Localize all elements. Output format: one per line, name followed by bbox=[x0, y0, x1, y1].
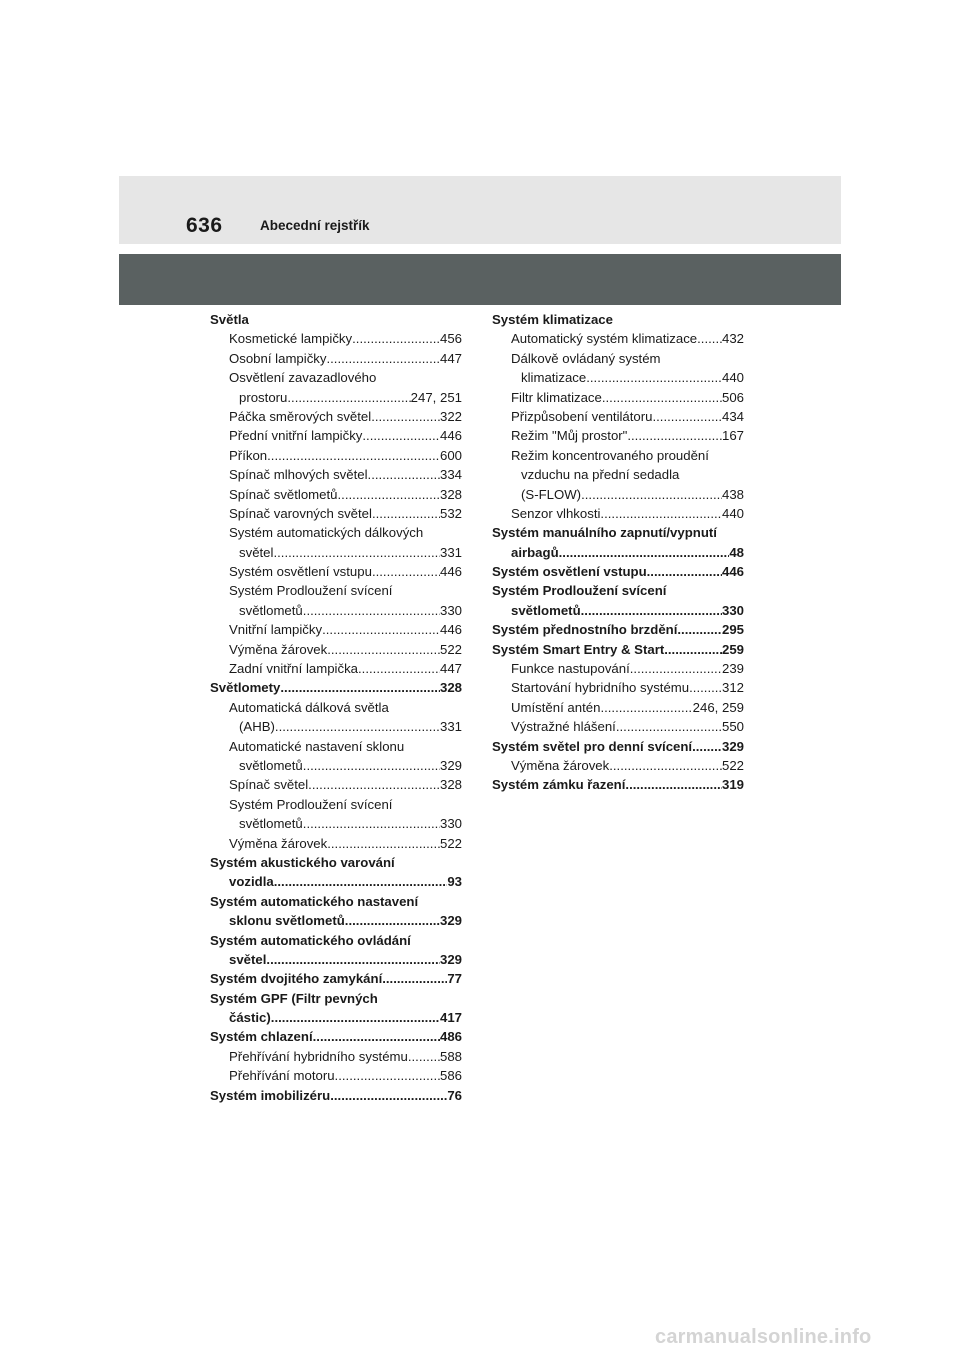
dot-leader bbox=[267, 446, 440, 465]
index-entry bbox=[210, 678, 462, 697]
index-entry-page: 93 bbox=[447, 874, 462, 890]
index-entry bbox=[210, 485, 462, 504]
index-entry-page: 446 bbox=[439, 428, 462, 444]
index-entry-page: 440 bbox=[721, 370, 744, 386]
dot-leader bbox=[352, 329, 440, 348]
index-entry-label: airbagů bbox=[511, 544, 559, 560]
index-entry-page: 446 bbox=[721, 564, 744, 580]
index-entry-page: 167 bbox=[721, 428, 744, 444]
dot-leader bbox=[275, 717, 440, 736]
index-entry-page: 328 bbox=[439, 680, 462, 696]
index-entry bbox=[210, 969, 462, 988]
dot-leader bbox=[345, 911, 440, 930]
dot-leader bbox=[273, 543, 440, 562]
dot-leader bbox=[677, 620, 722, 639]
index-entry-label: Výměna žárovek bbox=[229, 641, 328, 657]
index-entry-label: Spínač varovných světel bbox=[229, 505, 372, 521]
index-entry bbox=[492, 465, 744, 484]
index-entry bbox=[210, 1047, 462, 1066]
index-entry-page: 432 bbox=[721, 331, 744, 347]
watermark: carmanualsonline.info bbox=[655, 1326, 872, 1348]
dot-leader bbox=[274, 872, 448, 891]
index-entry-label: Systém Smart Entry & Start bbox=[492, 641, 665, 657]
index-entry-label: Systém imobilizéru bbox=[210, 1087, 331, 1103]
index-entry-label: Systém automatického ovládání bbox=[210, 932, 411, 948]
index-entry bbox=[210, 640, 462, 659]
index-entry-label: světel bbox=[239, 544, 274, 560]
index-entry bbox=[210, 349, 462, 368]
index-entry bbox=[210, 388, 462, 407]
index-entry bbox=[210, 446, 462, 465]
dot-leader bbox=[586, 368, 722, 387]
index-entry-page: 259 bbox=[721, 641, 744, 657]
index-entry bbox=[210, 407, 462, 426]
index-entry bbox=[210, 562, 462, 581]
index-entry-label: Vnitřní lampičky bbox=[229, 622, 323, 638]
dot-leader bbox=[303, 814, 440, 833]
index-entry-page: 586 bbox=[439, 1068, 462, 1084]
index-entry bbox=[492, 678, 744, 697]
index-entry-label: Osobní lampičky bbox=[229, 350, 327, 366]
index-entry-label: Umístění antén bbox=[511, 699, 601, 715]
index-entry bbox=[210, 853, 462, 872]
dot-leader bbox=[372, 504, 440, 523]
index-entry bbox=[492, 717, 744, 736]
index-entry bbox=[210, 911, 462, 930]
index-entry bbox=[210, 737, 462, 756]
index-column-right bbox=[492, 310, 744, 795]
index-entry-label: Systém Prodloužení svícení bbox=[229, 796, 393, 812]
index-entry-page: 331 bbox=[439, 719, 462, 735]
index-entry bbox=[492, 329, 744, 348]
index-entry-label: Funkce nastupování bbox=[511, 661, 630, 677]
index-entry-label: světlometů bbox=[239, 816, 303, 832]
index-entry-label: Dálkově ovládaný systém bbox=[511, 350, 661, 366]
index-entry bbox=[210, 504, 462, 523]
index-entry-label: Osvětlení zavazadlového bbox=[229, 370, 377, 386]
dot-leader bbox=[338, 485, 440, 504]
dot-leader bbox=[271, 1008, 440, 1027]
index-entry-label: Systém světel pro denní svícení bbox=[492, 738, 693, 754]
index-entry bbox=[492, 756, 744, 775]
index-entry bbox=[492, 775, 744, 794]
index-entry bbox=[492, 737, 744, 756]
index-entry-label: světlometů bbox=[511, 602, 581, 618]
dot-leader bbox=[313, 1027, 440, 1046]
dot-leader bbox=[303, 601, 440, 620]
index-entry-label: Systém akustického varování bbox=[210, 854, 395, 870]
index-entry-page: 322 bbox=[439, 408, 462, 424]
section-tab-band bbox=[119, 254, 841, 305]
index-entry bbox=[210, 523, 462, 542]
index-entry bbox=[210, 581, 462, 600]
dot-leader bbox=[368, 465, 440, 484]
dot-leader bbox=[280, 678, 440, 697]
index-entry bbox=[210, 872, 462, 891]
index-entry-label: sklonu světlometů bbox=[229, 913, 345, 929]
index-entry bbox=[210, 775, 462, 794]
index-entry-label: Startování hybridního systému bbox=[511, 680, 690, 696]
index-entry-page: 239 bbox=[721, 661, 744, 677]
index-entry-page: 588 bbox=[439, 1048, 462, 1064]
dot-leader bbox=[625, 775, 722, 794]
index-entry-page: 328 bbox=[439, 777, 462, 793]
index-entry-label: částic) bbox=[229, 1010, 271, 1026]
index-entry-label: Systém GPF (Filtr pevných bbox=[210, 990, 378, 1006]
index-entry-page: 440 bbox=[721, 505, 744, 521]
index-entry-label: Systém zámku řazení bbox=[492, 777, 626, 793]
index-entry-label: Přední vnitřní lampičky bbox=[229, 428, 363, 444]
index-entry-page: 532 bbox=[439, 505, 462, 521]
dot-leader bbox=[602, 388, 722, 407]
index-entry bbox=[210, 950, 462, 969]
index-entry-label: Spínač mlhových světel bbox=[229, 467, 368, 483]
index-entry-label: světlometů bbox=[239, 602, 303, 618]
dot-leader bbox=[335, 1066, 440, 1085]
index-entry-page: 295 bbox=[721, 622, 744, 638]
index-entry-label: Přizpůsobení ventilátoru bbox=[511, 408, 653, 424]
index-entry-page: 600 bbox=[439, 447, 462, 463]
index-entry-page: 550 bbox=[721, 719, 744, 735]
index-entry bbox=[210, 717, 462, 736]
dot-leader bbox=[600, 504, 722, 523]
index-entry bbox=[210, 698, 462, 717]
dot-leader bbox=[371, 407, 440, 426]
dot-leader bbox=[327, 834, 440, 853]
index-entry-page: 522 bbox=[439, 835, 462, 851]
index-entry-label: Systém manuálního zapnutí/vypnutí bbox=[492, 525, 717, 541]
dot-leader bbox=[330, 1086, 447, 1105]
index-entry-label: Kosmetické lampičky bbox=[229, 331, 353, 347]
index-entry bbox=[210, 601, 462, 620]
index-entry-label: Spínač světel bbox=[229, 777, 309, 793]
index-entry-page: 247, 251 bbox=[410, 389, 462, 405]
dot-leader bbox=[362, 426, 440, 445]
index-entry-page: 330 bbox=[439, 602, 462, 618]
index-entry-page: 506 bbox=[721, 389, 744, 405]
index-entry bbox=[492, 659, 744, 678]
index-entry-label: Světlomety bbox=[210, 680, 281, 696]
index-entry-label: (S-FLOW) bbox=[521, 486, 582, 502]
index-entry bbox=[210, 931, 462, 950]
index-entry-label: světel bbox=[229, 951, 267, 967]
index-entry-label: Systém osvětlení vstupu bbox=[229, 564, 372, 580]
index-entry bbox=[492, 601, 744, 620]
index-entry bbox=[210, 892, 462, 911]
index-entry-page: 417 bbox=[439, 1010, 462, 1026]
index-entry-page: 319 bbox=[721, 777, 744, 793]
dot-leader bbox=[372, 562, 440, 581]
index-entry bbox=[492, 349, 744, 368]
dot-leader bbox=[308, 775, 440, 794]
index-entry bbox=[210, 329, 462, 348]
index-entry-page: 76 bbox=[447, 1087, 462, 1103]
index-entry bbox=[492, 426, 744, 445]
index-entry-page: 48 bbox=[729, 544, 744, 560]
dot-leader bbox=[664, 640, 722, 659]
index-entry-page: 329 bbox=[439, 913, 462, 929]
index-entry-label: Systém přednostního brzdění bbox=[492, 622, 678, 638]
dot-leader bbox=[692, 737, 722, 756]
index-entry-page: 446 bbox=[439, 622, 462, 638]
index-entry bbox=[210, 543, 462, 562]
index-entry-page: 331 bbox=[439, 544, 462, 560]
index-entry bbox=[492, 310, 744, 329]
index-entry-label: světlometů bbox=[239, 757, 303, 773]
index-entry-page: 246, 259 bbox=[692, 699, 744, 715]
index-entry-label: Výměna žárovek bbox=[511, 757, 610, 773]
index-entry bbox=[492, 620, 744, 639]
index-entry bbox=[492, 523, 744, 542]
index-entry-page: 438 bbox=[721, 486, 744, 502]
index-entry bbox=[492, 407, 744, 426]
index-entry bbox=[210, 368, 462, 387]
index-entry-label: klimatizace bbox=[521, 370, 587, 386]
dot-leader bbox=[358, 659, 440, 678]
index-entry-label: prostoru bbox=[239, 389, 288, 405]
index-entry-label: Systém chlazení bbox=[210, 1029, 313, 1045]
index-entry bbox=[492, 640, 744, 659]
index-entry-label: (AHB) bbox=[239, 719, 275, 735]
index-entry bbox=[210, 795, 462, 814]
index-entry-page: 329 bbox=[721, 738, 744, 754]
index-entry-label: Systém Prodloužení svícení bbox=[229, 583, 393, 599]
index-entry bbox=[210, 426, 462, 445]
index-entry-page: 447 bbox=[439, 350, 462, 366]
dot-leader bbox=[266, 950, 440, 969]
index-entry-page: 334 bbox=[439, 467, 462, 483]
index-entry bbox=[210, 1086, 462, 1105]
index-entry bbox=[492, 562, 744, 581]
index-entry-page: 522 bbox=[439, 641, 462, 657]
index-entry bbox=[210, 465, 462, 484]
dot-leader bbox=[322, 620, 440, 639]
dot-leader bbox=[627, 426, 722, 445]
index-entry-label: Automatický systém klimatizace bbox=[511, 331, 698, 347]
dot-leader bbox=[689, 678, 722, 697]
index-entry-page: 456 bbox=[439, 331, 462, 347]
dot-leader bbox=[287, 388, 410, 407]
index-entry bbox=[210, 1008, 462, 1027]
index-column-left bbox=[210, 310, 462, 1105]
index-entry-label: Zadní vnitřní lampička bbox=[229, 661, 358, 677]
index-entry-label: Systém osvětlení vstupu bbox=[492, 564, 647, 580]
index-entry bbox=[492, 504, 744, 523]
header-band bbox=[119, 176, 841, 244]
index-entry bbox=[492, 543, 744, 562]
dot-leader bbox=[609, 756, 722, 775]
index-entry bbox=[210, 620, 462, 639]
dot-leader bbox=[697, 329, 722, 348]
index-entry bbox=[492, 698, 744, 717]
index-entry-label: Automatická dálková světla bbox=[229, 699, 389, 715]
index-entry-label: Systém dvojitého zamykání bbox=[210, 971, 383, 987]
dot-leader bbox=[581, 485, 722, 504]
index-entry-label: Automatické nastavení sklonu bbox=[229, 738, 405, 754]
index-entry bbox=[210, 1027, 462, 1046]
dot-leader bbox=[616, 717, 722, 736]
index-entry-page: 486 bbox=[439, 1029, 462, 1045]
index-entry-page: 77 bbox=[447, 971, 462, 987]
index-entry bbox=[210, 659, 462, 678]
dot-leader bbox=[303, 756, 440, 775]
index-entry-label: Senzor vlhkosti bbox=[511, 505, 601, 521]
index-entry-label: Systém Prodloužení svícení bbox=[492, 583, 667, 599]
index-entry-page: 522 bbox=[721, 757, 744, 773]
index-entry bbox=[210, 814, 462, 833]
index-entry-page: 434 bbox=[721, 408, 744, 424]
index-entry bbox=[492, 388, 744, 407]
index-entry-label: Systém automatického nastavení bbox=[210, 893, 419, 909]
index-entry-label: Páčka směrových světel bbox=[229, 408, 372, 424]
index-entry bbox=[492, 581, 744, 600]
index-entry-label: vzduchu na přední sedadla bbox=[521, 467, 680, 483]
dot-leader bbox=[630, 659, 722, 678]
index-entry bbox=[210, 834, 462, 853]
dot-leader bbox=[408, 1047, 440, 1066]
index-entry-label: Přehřívání hybridního systému bbox=[229, 1048, 408, 1064]
index-entry-page: 312 bbox=[721, 680, 744, 696]
index-entry-label: Režim koncentrovaného proudění bbox=[511, 447, 709, 463]
index-entry-label: vozidla bbox=[229, 874, 274, 890]
dot-leader bbox=[382, 969, 447, 988]
index-entry-label: Systém automatických dálkových bbox=[229, 525, 424, 541]
index-entry bbox=[492, 446, 744, 465]
index-entry bbox=[210, 756, 462, 775]
index-entry bbox=[492, 368, 744, 387]
index-entry-label: Světla bbox=[210, 312, 249, 327]
index-entry bbox=[210, 989, 462, 1008]
dot-leader bbox=[647, 562, 722, 581]
dot-leader bbox=[327, 640, 440, 659]
index-entry-page: 330 bbox=[721, 602, 744, 618]
index-entry-page: 328 bbox=[439, 486, 462, 502]
index-entry-label: Režim "Můj prostor" bbox=[511, 428, 628, 444]
index-entry bbox=[492, 485, 744, 504]
page-number: 636 bbox=[186, 214, 223, 237]
section-title: Abecední rejstřík bbox=[260, 218, 370, 233]
index-entry-label: Příkon bbox=[229, 447, 268, 463]
index-entry-page: 447 bbox=[439, 661, 462, 677]
index-entry-page: 329 bbox=[439, 951, 462, 967]
dot-leader bbox=[559, 543, 730, 562]
dot-leader bbox=[652, 407, 722, 426]
index-entry-page: 446 bbox=[439, 564, 462, 580]
index-entry bbox=[210, 310, 462, 329]
index-entry-page: 329 bbox=[439, 757, 462, 773]
index-entry-label: Výstražné hlášení bbox=[511, 719, 616, 735]
index-entry-label: Přehřívání motoru bbox=[229, 1068, 335, 1084]
dot-leader bbox=[326, 349, 440, 368]
index-entry-label: Spínač světlometů bbox=[229, 486, 338, 502]
index-entry bbox=[210, 1066, 462, 1085]
dot-leader bbox=[581, 601, 722, 620]
index-entry-label: Systém klimatizace bbox=[492, 312, 613, 327]
index-entry-label: Výměna žárovek bbox=[229, 835, 328, 851]
dot-leader bbox=[600, 698, 692, 717]
index-entry-page: 330 bbox=[439, 816, 462, 832]
index-entry-label: Filtr klimatizace bbox=[511, 389, 602, 405]
